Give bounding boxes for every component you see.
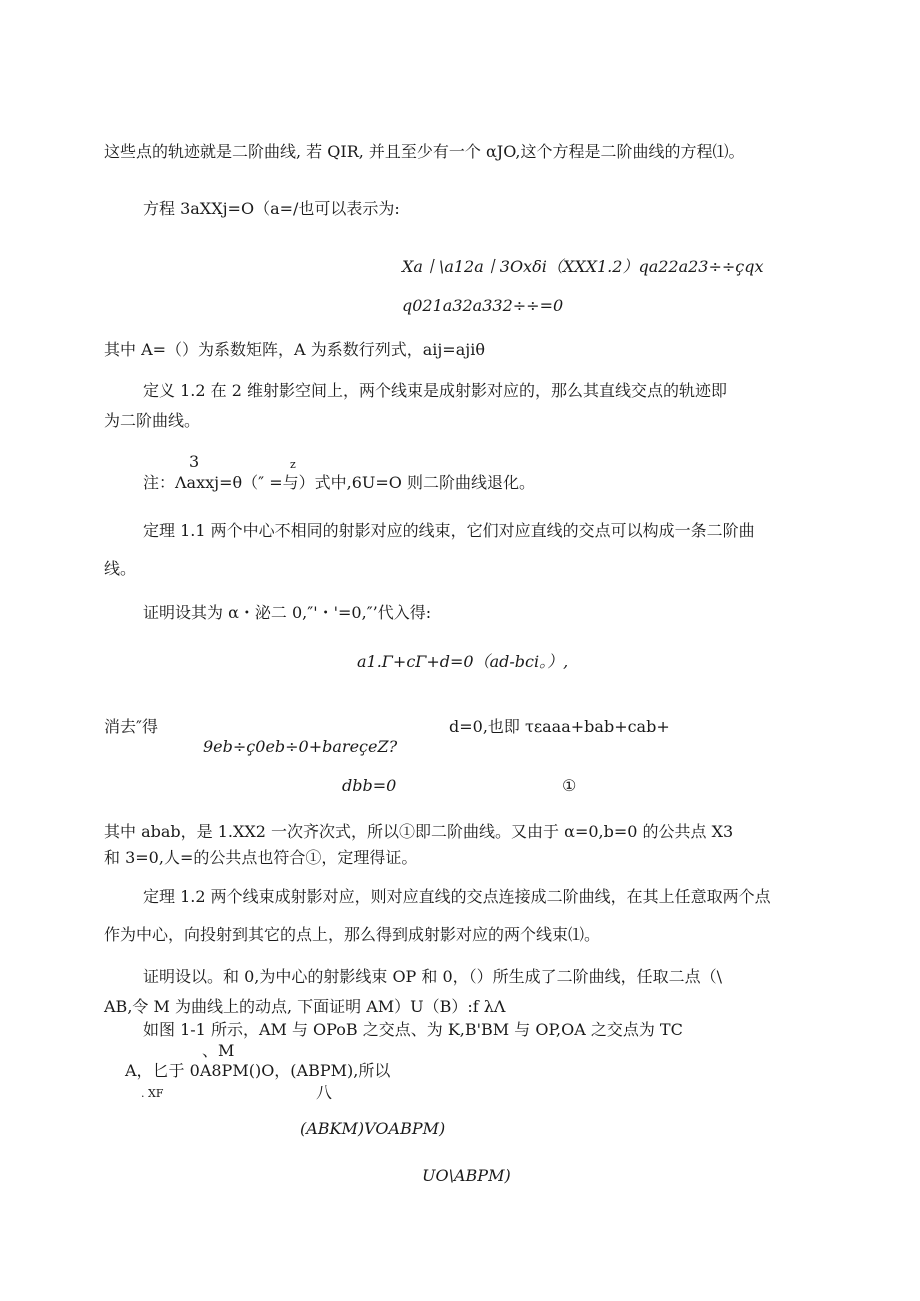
note-degenerate: 注：Λaxxj=θ（″ =与）式中,6U=O 则二阶曲线退化。	[143, 473, 535, 492]
ba-mark: 八	[316, 1083, 333, 1102]
proof-2-line-1: 证明设以。和 0,为中心的射影线束 OP 和 0，（）所生成了二阶曲线，任取二点（\	[143, 967, 723, 986]
proof-2-line-3: A，匕于 0A8PM()O，(ABPM),所以	[125, 1061, 391, 1080]
equation-1-number: ①	[562, 776, 577, 795]
proof-1-intro: 证明设其为 α・泌二 0,″'・'=0,″’代入得:	[143, 603, 432, 622]
equation-matrix-line-2: q021a32a332÷÷=0	[402, 296, 564, 315]
eliminate-label: 消去″得	[104, 717, 158, 736]
note-superscript: 3	[189, 452, 200, 471]
para-coefficient-matrix: 其中 A=（）为系数矩阵，A 为系数行列式，aij=ajiθ	[104, 340, 485, 359]
theorem-1-2-line-1: 定理 1.2 两个线束成射影对应，则对应直线的交点连接成二阶曲线，在其上任意取两个点	[143, 887, 771, 906]
equation-matrix-line-1: Xa丨\a12a丨3Oxδi（XXX1.2）qa22a23÷÷çqx	[402, 257, 764, 276]
theorem-1-1-line-1: 定理 1.1 两个中心不相同的射影对应的线束，它们对应直线的交点可以构成一条二阶曲	[143, 521, 755, 540]
para-homogeneous-line-2: 和 3=0,人=的公共点也符合①，定理得证。	[104, 848, 418, 867]
para-equation-intro: 方程 3aXXj=O（a=/也可以表示为:	[143, 199, 400, 218]
para-intro: 这些点的轨迹就是二阶曲线, 若 QIR, 并且至少有一个 αJO,这个方程是二阶曲线的方程⑴。	[104, 142, 745, 161]
equation-substitution: a1.Γ+cΓ+d=0（ad-bci。）,	[357, 652, 569, 671]
point-m-label: 、M	[202, 1041, 235, 1060]
eliminate-result-left: 9eb÷ç0eb÷0+bareçeZ?	[203, 737, 398, 756]
equation-cross-ratio-1: (ABKM)VOABPM)	[300, 1119, 446, 1138]
proof-2-line-2: AB,令 M 为曲线上的动点, 下面证明 AM）U（B）:f λΛ	[104, 997, 506, 1016]
definition-1-2-line-2: 为二阶曲线。	[104, 411, 201, 430]
para-homogeneous-line-1: 其中 abab，是 1.XX2 一次齐次式，所以①即二阶曲线。又由于 α=0,b=0 的公共点 X3	[104, 822, 734, 841]
theorem-1-2-line-2: 作为中心，向投射到其它的点上，那么得到成射影对应的两个线束⑴。	[104, 925, 601, 944]
equation-1: dbb=0	[342, 776, 397, 795]
definition-1-2-line-1: 定义 1.2 在 2 维射影空间上，两个线束是成射影对应的，那么其直线交点的轨迹即	[143, 381, 727, 400]
equation-cross-ratio-2: UO\ABPM)	[422, 1166, 511, 1185]
figure-reference: 如图 1-1 所示，AM 与 OPoB 之交点、为 K,B'BM 与 OP,OA 之交点为 TC	[143, 1020, 683, 1039]
theorem-1-1-line-2: 线。	[104, 559, 137, 578]
xf-mark: . XF	[141, 1087, 164, 1100]
eliminate-result-right: d=0,也即 τεaaa+bab+cab+	[449, 717, 670, 736]
note-z-mark: z	[290, 458, 296, 471]
